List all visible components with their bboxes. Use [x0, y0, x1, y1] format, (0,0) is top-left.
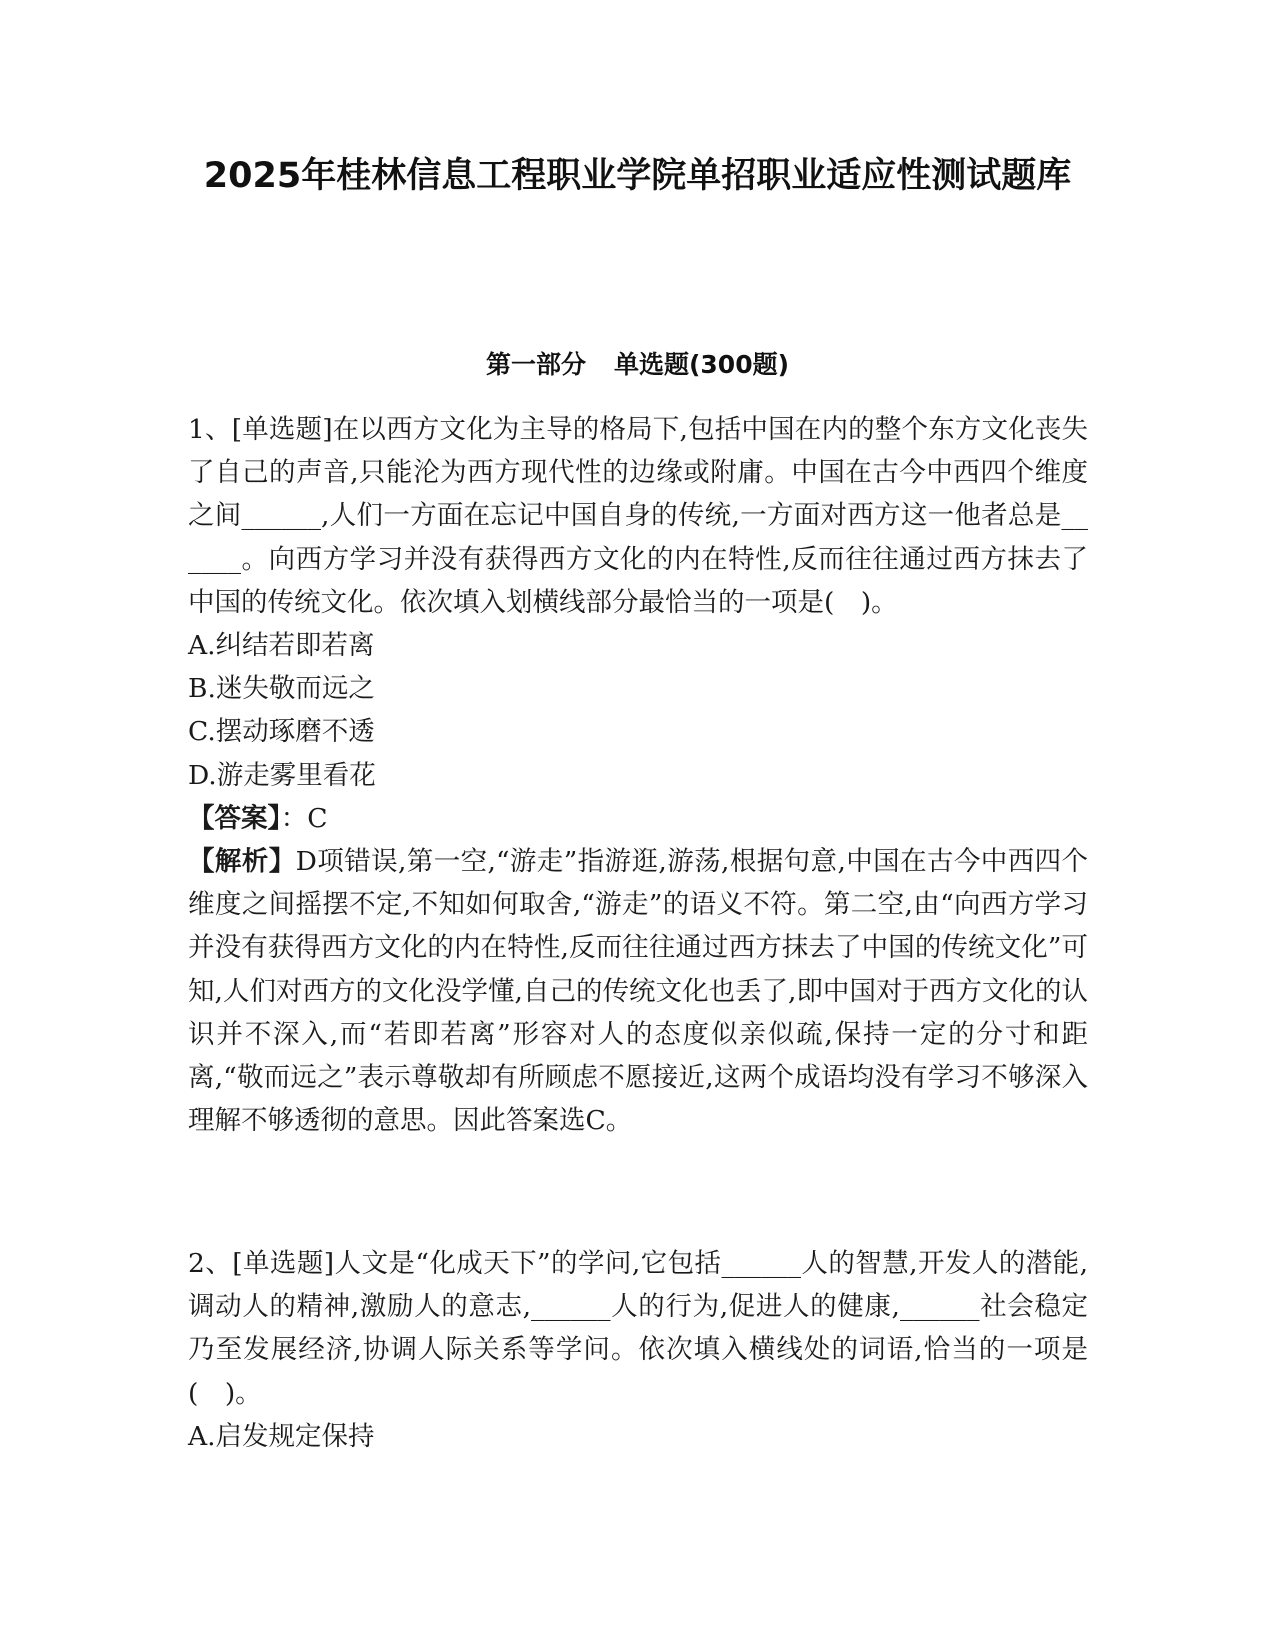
answer-value: ：C	[280, 802, 328, 834]
question-stem: 2、[单选题]人文是“化成天下”的学问,它包括______人的智慧,开发人的潜能,调动人的精神,激励人的意志,______人的行为,促进人的健康,______社会稳定乃至发展经济,协调人际关系等学问。依次填入横线处的词语,恰当的一项是( )。	[188, 1248, 1088, 1409]
option-a: A.纠结若即若离	[188, 630, 375, 662]
analysis-paragraph	[188, 840, 1088, 1142]
option-b: B.迷失敬而远之	[188, 673, 375, 705]
document-title: 2025年桂林信息工程职业学院单招职业适应性测试题库	[203, 156, 1072, 196]
answer-label: 【答案】	[188, 802, 281, 834]
question-2	[188, 1242, 1088, 1458]
section-heading	[150, 349, 1125, 381]
question-stem: 1、[单选题]在以西方文化为主导的格局下,包括中国在内的整个东方文化丧失了自己的声音,只能沦为西方现代性的边缘或附庸。中国在古今中西四个维度之间______,人们一方面在忘记中国自身的传统,一方面对西方这一他者总是______。向西方学习并没有获得西方文化的内在特性,反而往往通过西方抹去了中国的传统文化。依次填入划横线部分最恰当的一项是( )。	[188, 414, 1088, 618]
question-1	[188, 408, 1088, 1142]
section-part-label: 第一部分	[485, 350, 586, 379]
analysis-label: 【解析】	[188, 846, 296, 878]
analysis-text: D项错误,第一空,“游走”指游逛,游荡,根据句意,中国在古今中西四个维度之间摇摆不定,不知如何取舍,“游走”的语义不符。第二空,由“向西方学习并没有获得西方文化的内在特性,反而往往通过西方抹去了中国的传统文化”可知,人们对西方的文化没学懂,自己的传统文化也丢了,即中国对于西方文化的认识并不深入,而“若即若离”形容对人的态度似亲似疏,保持一定的分寸和距离,“敬而远之”表示尊敬却有所顾虑不愿接近,这两个成语均没有学习不够深入理解不够透彻的意思。因此答案选C。	[188, 846, 1089, 1137]
answer-line	[188, 797, 1088, 840]
section-type-label: 单选题(300题)	[613, 350, 790, 379]
option-c: C.摆动琢磨不透	[188, 716, 375, 748]
option-a: A.启发规定保持	[188, 1420, 375, 1452]
option-d: D.游走雾里看花	[188, 759, 376, 791]
